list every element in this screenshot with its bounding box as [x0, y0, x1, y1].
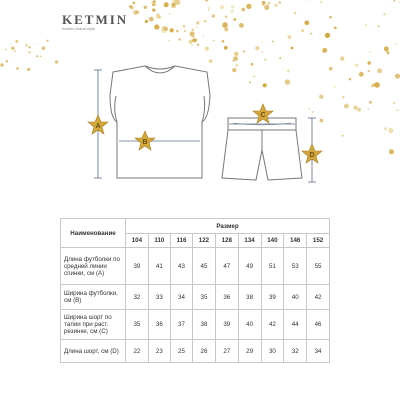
table-cell: 53: [284, 248, 307, 285]
size-col-104: 104: [126, 234, 149, 248]
table-cell: 44: [284, 310, 307, 340]
size-col-140: 140: [261, 234, 284, 248]
star-badge-c: [253, 104, 273, 123]
svg-text:A: A: [95, 123, 101, 130]
table-cell: 40: [284, 285, 307, 310]
table-cell: 36: [215, 285, 238, 310]
shorts-outline: [222, 118, 302, 180]
row-label: Ширина футболки, см (B): [61, 285, 126, 310]
size-col-134: 134: [238, 234, 261, 248]
table-cell: 34: [307, 340, 330, 363]
table-cell: 43: [170, 248, 192, 285]
table-cell: 42: [261, 310, 284, 340]
table-cell: 34: [170, 285, 192, 310]
table-cell: 39: [215, 310, 238, 340]
svg-text:C: C: [260, 112, 266, 119]
size-col-152: 152: [307, 234, 330, 248]
table-cell: 49: [238, 248, 261, 285]
row-label: Ширина шорт по талии при раст. резинке, см (C): [61, 310, 126, 340]
param-header: Наименование: [61, 219, 126, 248]
table-cell: 23: [148, 340, 170, 363]
row-label: Длина шорт, см (D): [61, 340, 126, 363]
table-cell: 32: [126, 285, 149, 310]
table-cell: 46: [307, 310, 330, 340]
table-row: [61, 310, 330, 340]
size-chart-table: [60, 218, 330, 363]
size-col-146: 146: [284, 234, 307, 248]
table-cell: 32: [284, 340, 307, 363]
brand-tagline: Ketmin brand style: [62, 26, 96, 31]
size-col-110: 110: [148, 234, 170, 248]
table-cell: 40: [238, 310, 261, 340]
size-col-128: 128: [215, 234, 238, 248]
table-cell: 39: [126, 248, 149, 285]
tshirt-outline: [110, 66, 210, 178]
table-cell: 55: [307, 248, 330, 285]
table-cell: 51: [261, 248, 284, 285]
table-cell: 37: [170, 310, 192, 340]
table-cell: 26: [193, 340, 216, 363]
star-badge-b: [135, 131, 155, 150]
table-cell: 47: [215, 248, 238, 285]
table-cell: 27: [215, 340, 238, 363]
table-cell: 30: [261, 340, 284, 363]
size-col-116: 116: [170, 234, 192, 248]
table-cell: 41: [148, 248, 170, 285]
table-cell: 35: [193, 285, 216, 310]
row-label: Длина футболки по средней линии спинки, см (A): [61, 248, 126, 285]
table-body: [61, 248, 330, 363]
table-cell: 39: [261, 285, 284, 310]
table-row: [61, 340, 330, 363]
table-cell: 45: [193, 248, 216, 285]
brand-logo: KETMIN: [62, 12, 129, 27]
table-cell: 38: [238, 285, 261, 310]
table-cell: 36: [148, 310, 170, 340]
size-header: Размер: [126, 219, 330, 234]
table-cell: 33: [148, 285, 170, 310]
table-cell: 38: [193, 310, 216, 340]
table-row: [61, 248, 330, 285]
table-cell: 29: [238, 340, 261, 363]
table-cell: 35: [126, 310, 149, 340]
svg-text:D: D: [309, 152, 315, 159]
table-cell: 22: [126, 340, 149, 363]
size-col-122: 122: [193, 234, 216, 248]
table-cell: 25: [170, 340, 192, 363]
svg-text:B: B: [142, 139, 148, 146]
table-cell: 42: [307, 285, 330, 310]
table-row: [61, 285, 330, 310]
